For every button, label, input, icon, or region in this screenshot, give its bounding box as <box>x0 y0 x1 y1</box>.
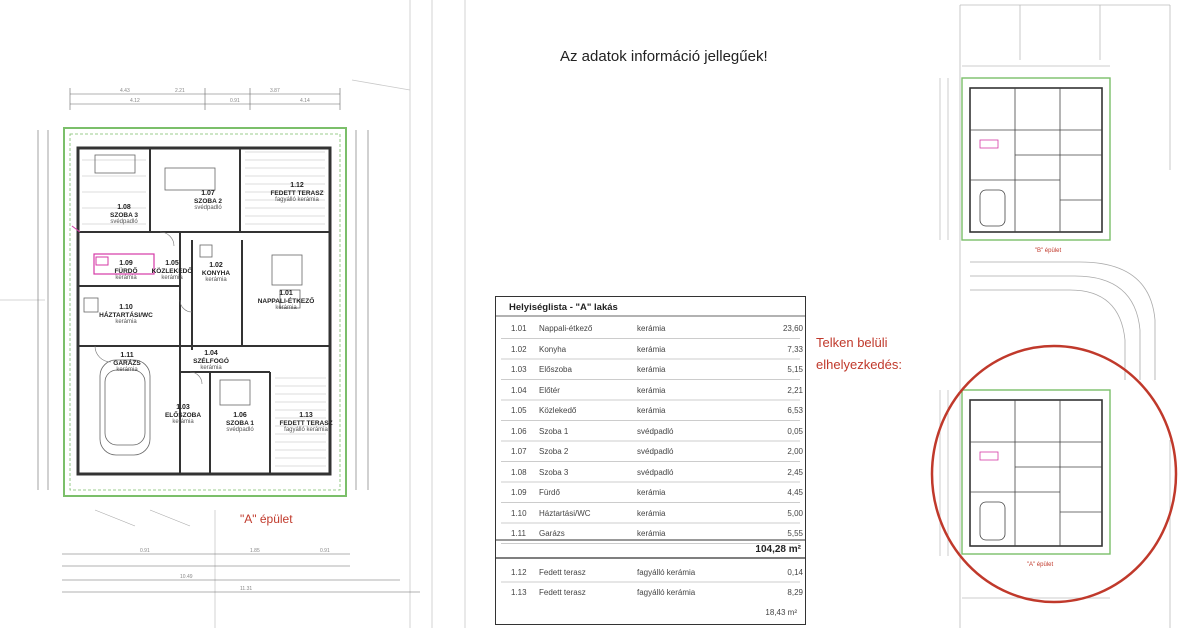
table-row <box>509 462 809 482</box>
room-number: 1.06 <box>233 412 247 419</box>
room-name: Fedett terasz <box>539 568 586 577</box>
svg-text:3.87: 3.87 <box>270 88 280 94</box>
room-area: 5,55 <box>787 529 803 538</box>
room-name: GARÁZS <box>113 359 141 367</box>
room-number: 1.08 <box>511 467 527 477</box>
room-floor-material: kerámia <box>205 276 227 283</box>
floor-plan-drawing <box>0 0 490 628</box>
room-label <box>104 260 148 281</box>
table-row <box>509 482 809 502</box>
room-label <box>188 190 228 211</box>
site-caption <box>816 332 902 376</box>
room-name: FEDETT TERASZ <box>279 419 333 427</box>
room-name: Szoba 1 <box>539 426 569 436</box>
site-caption-line-2: elhelyezkedés: <box>816 357 902 372</box>
svg-text:0.91: 0.91 <box>230 98 240 104</box>
room-label <box>248 290 324 311</box>
room-floor-material: kerámia <box>200 364 222 371</box>
room-floor-material: kerámia <box>116 366 138 373</box>
room-floor-material: fagyálló kerámia <box>284 426 328 433</box>
table-row <box>509 339 809 359</box>
room-label <box>86 304 166 325</box>
room-label <box>196 262 236 283</box>
svg-text:1.85: 1.85 <box>250 548 260 554</box>
room-floor-material: svédpadló <box>194 204 222 211</box>
room-floor-material: kerámia <box>161 274 183 281</box>
building-caption: "A" épület <box>240 512 293 526</box>
room-floor-material: fagyálló kerámia <box>275 196 319 203</box>
room-area: 7,33 <box>787 344 803 354</box>
room-name: Szoba 3 <box>539 467 569 477</box>
svg-text:0.91: 0.91 <box>320 548 330 554</box>
room-area: 5,15 <box>787 365 803 374</box>
site-plan <box>920 0 1200 628</box>
room-area: 8,29 <box>787 588 803 597</box>
floor-material: kerámia <box>637 529 666 538</box>
room-number: 1.01 <box>279 290 293 297</box>
room-name: SZÉLFOGÓ <box>193 357 229 365</box>
table-row <box>509 441 809 461</box>
room-area: 5,00 <box>787 508 803 518</box>
room-number: 1.04 <box>511 385 527 395</box>
site-caption-line-1: Telken belüli <box>816 335 888 350</box>
svg-text:10.49: 10.49 <box>180 574 193 580</box>
floor-material: fagyálló kerámia <box>637 588 696 597</box>
room-number: 1.06 <box>511 426 527 436</box>
room-area: 6,53 <box>787 406 803 415</box>
room-number: 1.03 <box>511 365 527 374</box>
room-table-title: Helyiséglista - "A" lakás <box>509 302 618 313</box>
room-label <box>186 350 236 371</box>
room-name: Nappali-étkező <box>539 324 593 333</box>
room-number: 1.13 <box>511 588 527 597</box>
svg-text:4.43: 4.43 <box>120 88 130 94</box>
room-number: 1.04 <box>204 350 218 357</box>
room-number: 1.08 <box>117 204 131 211</box>
room-label <box>102 204 146 225</box>
floor-plan-a <box>0 0 490 628</box>
room-floor-material: svédpadló <box>226 426 254 433</box>
room-name: Háztartási/WC <box>539 508 591 518</box>
building-a-label: "A" épület <box>1026 562 1054 568</box>
room-number: 1.02 <box>209 262 223 269</box>
room-area: 4,45 <box>787 488 803 497</box>
svg-text:11.31: 11.31 <box>240 586 253 592</box>
room-label <box>262 182 332 203</box>
room-number: 1.11 <box>120 352 134 359</box>
room-number: 1.01 <box>511 324 527 333</box>
room-number: 1.02 <box>511 344 527 354</box>
room-number: 1.09 <box>119 260 133 267</box>
room-area: 23,60 <box>782 324 803 333</box>
room-name: Előtér <box>539 385 560 395</box>
room-name: Garázs <box>539 529 565 538</box>
room-number: 1.11 <box>511 529 526 538</box>
room-label <box>276 412 336 433</box>
room-floor-material: kerámia <box>115 274 137 281</box>
floor-material: kerámia <box>637 508 666 518</box>
floor-material: fagyálló kerámia <box>637 568 696 577</box>
floor-material: kerámia <box>637 365 666 374</box>
room-number: 1.05 <box>165 260 179 267</box>
room-number: 1.12 <box>511 568 527 577</box>
room-name: Közlekedő <box>539 406 577 415</box>
room-label <box>150 260 194 281</box>
site-plan-drawing <box>920 0 1200 628</box>
info-note: Az adatok információ jellegűek! <box>560 48 768 65</box>
svg-text:0.91: 0.91 <box>140 548 150 554</box>
room-name: NAPPALI-ÉTKEZŐ <box>257 297 315 305</box>
room-name: Szoba 2 <box>539 447 569 456</box>
room-table-total: 104,28 m² <box>755 544 801 555</box>
room-area: 2,21 <box>787 385 803 395</box>
table-row <box>509 562 809 582</box>
building-b-label: "B" épület <box>1034 248 1062 254</box>
room-number: 1.10 <box>511 508 527 518</box>
highlight-circle <box>932 346 1176 602</box>
floor-material: svédpadló <box>637 447 674 456</box>
floor-material: kerámia <box>637 344 666 354</box>
room-area: 2,45 <box>787 467 803 477</box>
room-floor-material: kerámia <box>115 318 137 325</box>
floor-material: kerámia <box>637 406 666 415</box>
room-floor-material: kerámia <box>275 304 297 311</box>
room-number: 1.10 <box>119 304 133 311</box>
table-row <box>509 318 809 338</box>
table-row <box>509 400 809 420</box>
room-table <box>495 296 811 626</box>
room-floor-material: kerámia <box>172 418 194 425</box>
room-label <box>104 352 150 373</box>
room-name: SZOBA 1 <box>226 419 254 427</box>
room-name: SZOBA 2 <box>194 197 222 205</box>
room-number: 1.07 <box>201 190 215 197</box>
room-area: 0,14 <box>787 568 803 577</box>
room-name: SZOBA 3 <box>110 211 138 219</box>
svg-text:4.14: 4.14 <box>300 98 310 104</box>
table-row <box>509 359 809 379</box>
room-name: KÖZLEKEDŐ <box>151 267 193 275</box>
room-name: HÁZTARTÁSI/WC <box>99 311 153 319</box>
room-name: Előszoba <box>539 365 572 374</box>
room-number: 1.05 <box>511 406 527 415</box>
floor-material: svédpadló <box>637 426 674 436</box>
room-name: Fedett terasz <box>539 588 586 597</box>
table-row <box>509 380 809 400</box>
room-floor-material: svédpadló <box>110 218 138 225</box>
room-name: ELŐSZOBA <box>164 411 202 419</box>
room-number: 1.09 <box>511 488 527 497</box>
table-row <box>509 421 809 441</box>
floor-material: kerámia <box>637 324 666 333</box>
room-number: 1.12 <box>290 182 304 189</box>
room-number: 1.03 <box>176 404 190 411</box>
floor-material: kerámia <box>637 385 666 395</box>
room-name: FEDETT TERASZ <box>270 189 324 197</box>
floor-material: svédpadló <box>637 467 674 477</box>
terrace-total: 18,43 m² <box>765 608 797 617</box>
room-area: 2,00 <box>787 447 803 456</box>
room-label <box>156 404 210 425</box>
room-name: KONYHA <box>201 269 231 277</box>
room-number: 1.07 <box>511 447 527 456</box>
room-area: 0,05 <box>787 426 803 436</box>
table-row <box>509 503 809 523</box>
table-row <box>509 582 809 602</box>
room-name: FÜRDŐ <box>114 267 138 275</box>
floor-material: kerámia <box>637 488 666 497</box>
room-number: 1.13 <box>299 412 313 419</box>
svg-text:2.21: 2.21 <box>175 88 185 94</box>
room-name: Fürdő <box>539 488 560 497</box>
room-name: Konyha <box>539 344 567 354</box>
svg-text:4.12: 4.12 <box>130 98 140 104</box>
room-label <box>212 412 268 433</box>
table-row <box>509 523 809 543</box>
